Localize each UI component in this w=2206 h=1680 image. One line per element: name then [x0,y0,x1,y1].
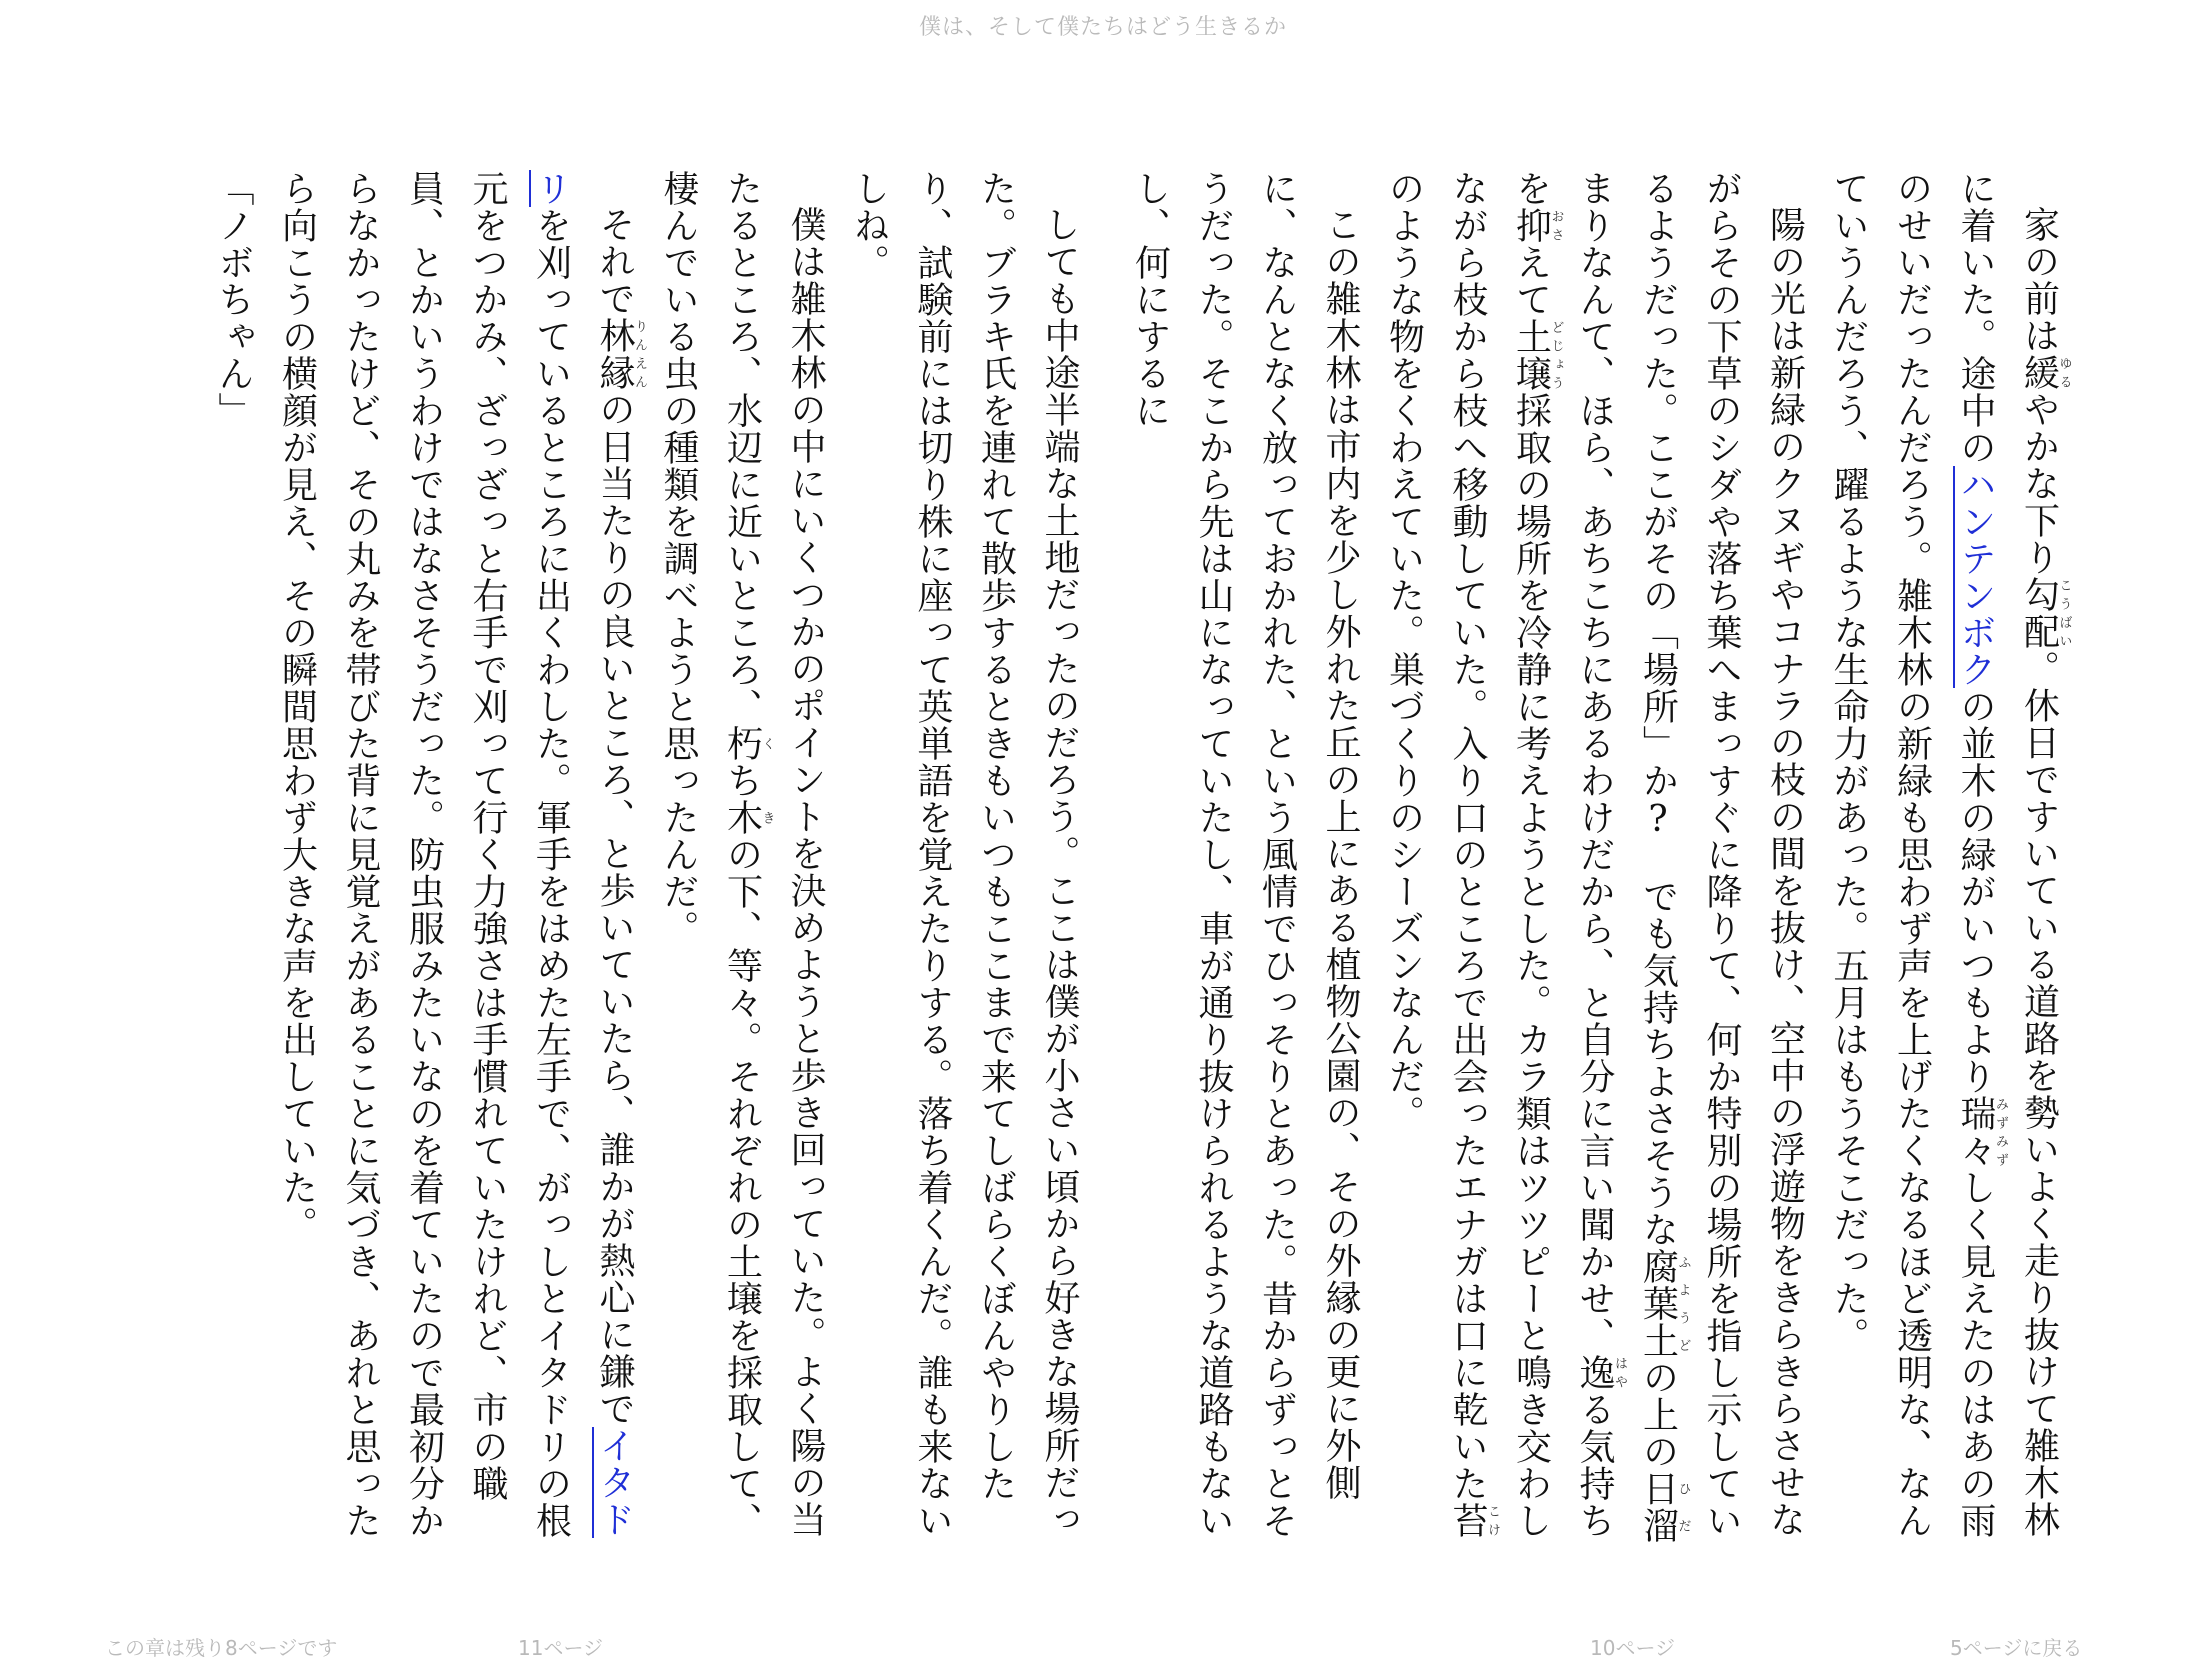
ruby-word [721,725,775,762]
ruby-word [594,317,647,391]
text-run: を刈っているところに出くわした。軍手をはめた左手で、がっしとイタドリの根元をつかみ、ざっざっと右手で刈って行く力強さは手慣れていたけれど、市の職員、とかいうわけではなさそうだった。防虫服みたいなのを着ていたので最初分からなかったけど、その丸みを帯びた背に見覚えがあることに気づき、あれと思ったら向こうの横顔が見え、その瞬間思わず大きな声を出していた。 [276,170,572,1539]
text-run: やかな下り [2018,391,2060,576]
ruby-reading: みずみず [1993,1095,2008,1169]
text-run: のような物をくわえていた。巣づくりのシーズンなんだ。 [1383,170,1425,1132]
text-run: る気持ちを [1510,170,1615,1539]
text-run: 「ノボちゃん」 [213,170,254,429]
text-run: 。休日ですいている道路を勢いよく走り抜けて雑木林に着いた。途中の [1955,170,2060,1538]
paragraph [837,170,1091,1570]
ruby-word [1955,1095,2008,1169]
ruby-word [1637,1248,1691,1359]
text-run: しても中途半端な土地だったのだろう。ここは僕が小さい頃から好きな場所だった。ブラキ氏を連れて散歩するときもいつもここまで来てしばらくぼんやりしたり、試験前には切り株に座って英単語を覚えたりする。落ち着くんだ。誰も来ないしね。 [848,170,1080,1539]
paragraph [1817,170,2072,1570]
left-page-number: 11ページ [518,1636,604,1660]
back-to-page-link[interactable]: 5ページに戻る [1950,1636,2083,1660]
text-run: の並木の緑がいつもより [1955,688,1996,1095]
ruby-word [721,799,775,836]
ruby-word [2018,576,2072,650]
ruby-word [1637,1470,1691,1544]
text-run: の下、等々。それぞれの土壌を採取して、棲んでいる虫の種類を調べようと思ったんだ。 [658,170,763,1539]
ruby-base: 木 [721,799,763,836]
ruby-reading: どじょう [1548,318,1564,392]
paragraph [1372,170,1817,1570]
text-run: 家の前は [2018,206,2060,354]
ruby-word [2018,354,2072,391]
ruby-base: 土壌 [1510,318,1552,392]
page-left-text [213,170,1091,1570]
ruby-reading: こうばい [2056,576,2072,650]
glossary-link[interactable]: イタドリ [530,170,635,1538]
ruby-base: 苔 [1447,1502,1488,1539]
text-run: ち [721,762,763,799]
ruby-base: 日溜 [1637,1470,1679,1544]
text-run: えて [1510,244,1552,318]
ruby-reading: りんえん [632,317,647,391]
ruby-reading: く [759,725,775,762]
ruby-reading: はや [1612,1354,1627,1391]
ruby-base: 瑞々 [1955,1095,1996,1169]
ruby-word [1510,318,1564,392]
ruby-reading: こけ [1485,1502,1500,1539]
ruby-base: 逸 [1574,1354,1615,1391]
text-run: まりなんて、ほら、あちこちにあるわけだから、と自分に言い聞かせ、 [1574,170,1615,1354]
page-right-text [1129,170,2072,1570]
ruby-base: 抑 [1510,207,1552,244]
text-run: 採取の場所を冷静に考えようとした。カラ類はツツピーと鳴き交わしながら枝から枝へ移動していた。入り口のところで出会ったエナガは口に乾いた [1447,170,1552,1539]
text-run: 僕は雑木林の中にいくつかのポイントを決めようと歩き回っていた。よく陽の当たるところ、水辺に近いところ、 [721,170,826,1538]
ruby-word [1447,1502,1500,1539]
text-run: それで [594,206,635,317]
text-run: の日当たりの良いところ、と歩いていたら、誰かが熱心に鎌で [594,391,635,1427]
ruby-reading: き [759,799,775,836]
ruby-base: 腐葉土 [1637,1248,1679,1359]
right-page-number: 10ページ [1590,1636,1676,1660]
paragraph [202,170,266,1570]
paragraph [265,170,647,1570]
paragraph [647,170,838,1570]
ruby-base: 林縁 [594,317,635,391]
text-run: の上の [1637,1359,1679,1470]
ruby-base: 勾配 [2018,576,2060,650]
text-run: しく見えたのはあの雨のせいだったんだろう。雑木林の新緑も思わず声を上げたくなるほど透明な、なんていうんだろう、躍るような生命力があった。五月はもうそこだった。 [1828,170,1996,1539]
book-title: 僕は、そして僕たちはどう生きるか [918,15,1287,40]
ruby-base: 緩 [2018,354,2060,391]
ruby-word [1574,1354,1627,1391]
ruby-word [1510,207,1564,244]
ruby-reading: ふようど [1675,1248,1691,1359]
ruby-reading: ひだ [1675,1470,1691,1544]
ruby-reading: おさ [1548,207,1564,244]
text-run: 陽の光は新緑のクヌギやコナラの枝の間を抜け、空中の浮遊物をきらきらさせながらその下草のシダや落ち葉へまっすぐに降りて、何か特別の場所を指し示しているようだった。ここがその「場所」か? でも気持ちよさそうな [1637,170,1806,1539]
glossary-link[interactable]: ハンテンボク [1955,466,1996,688]
chapter-remaining-label: この章は残り8ページです [105,1636,338,1660]
ruby-reading: ゆる [2056,354,2072,391]
text-run: この雑木林は市内を少し外れた丘の上にある植物公園の、その外縁の更に外側に、なんとなく放っておかれた、という風情でひっそりとあった。昔からずっとそうだった。そこから先は山になっていたし、車が通り抜けられるような道路もないし、何にするに [1129,170,1361,1539]
paragraph [1118,170,1372,1570]
ruby-base: 朽 [721,725,763,762]
